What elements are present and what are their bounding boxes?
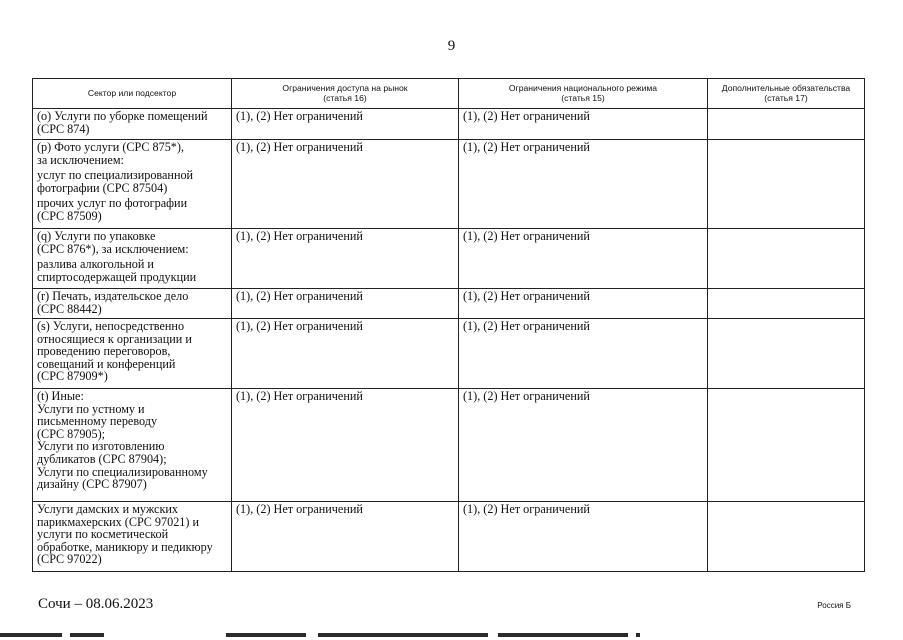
table-body [33, 109, 865, 572]
sector-line: обработке, маникюру и педикюру [37, 539, 213, 554]
sector-line: (CPC 87909*) [37, 369, 108, 384]
additional-commitments-cell [708, 140, 865, 229]
header-line: Ограничения доступа на рынок [282, 82, 408, 93]
sector-cell [33, 289, 232, 319]
sector-line: (r) Печать, издательское дело [37, 289, 189, 303]
sector-cell [33, 109, 232, 140]
sector-line: (s) Услуги, непосредственно [37, 319, 185, 333]
services-schedule-table [32, 78, 865, 572]
sector-line: (CPC 87905); [37, 426, 106, 441]
sector-line: (CPC 87509) [37, 208, 102, 223]
sector-line: парикмахерских (CPC 97021) и [37, 514, 200, 529]
additional-commitments-cell [708, 289, 865, 319]
national-treatment-cell: (1), (2) Нет ограничений [459, 502, 708, 572]
sector-line: относящиеся к организации и [37, 331, 192, 346]
national-treatment-cell: (1), (2) Нет ограничений [459, 319, 708, 389]
header-line: Ограничения национального режима [508, 82, 658, 93]
header-market-access [232, 79, 459, 109]
sector-cell [33, 319, 232, 389]
sector-line: (t) Иные: [37, 389, 84, 403]
additional-commitments-cell [708, 502, 865, 572]
header-line: Дополнительные обязательства [721, 82, 851, 93]
sector-line: спиртосодержащей продукции [37, 269, 197, 284]
sector-line: дизайну (CPC 87907) [37, 477, 147, 492]
national-treatment-cell: (1), (2) Нет ограничений [459, 289, 708, 319]
additional-commitments-cell [708, 109, 865, 140]
sector-line: Услуги по изготовлению [37, 439, 165, 454]
market-access-cell: (1), (2) Нет ограничений [232, 289, 459, 319]
table-row [33, 140, 865, 229]
additional-commitments-cell [708, 229, 865, 289]
sector-cell [33, 502, 232, 572]
table-row [33, 502, 865, 572]
sector-line: (q) Услуги по упаковке [37, 229, 156, 243]
sector-line: (CPC 88442) [37, 301, 102, 316]
additional-commitments-cell [708, 319, 865, 389]
sector-line: прочих услуг по фотографии [37, 196, 188, 211]
market-access-cell: (1), (2) Нет ограничений [232, 229, 459, 289]
header-sector [33, 79, 232, 109]
sector-line: (CPC 874) [37, 121, 90, 136]
sector-line: (CPC 97022) [37, 552, 102, 567]
market-access-cell: (1), (2) Нет ограничений [232, 502, 459, 572]
sector-line: (p) Фото услуги (CPC 875*), [37, 140, 184, 154]
national-treatment-cell: (1), (2) Нет ограничений [459, 389, 708, 502]
sector-line: услуги по косметической [37, 527, 169, 542]
table-row [33, 389, 865, 502]
market-access-cell: (1), (2) Нет ограничений [232, 319, 459, 389]
sector-line: фотографии (CPC 87504) [37, 180, 168, 195]
sector-line: услуг по специализированной [37, 168, 194, 183]
header-additional-commitments [708, 79, 865, 109]
additional-commitments-cell [708, 389, 865, 502]
sector-line: разлива алкогольной и [37, 257, 154, 272]
footer-place-date: Сочи – 08.06.2023 [38, 596, 154, 612]
sector-line: совещаний и конференций [37, 356, 176, 371]
national-treatment-cell: (1), (2) Нет ограничений [459, 229, 708, 289]
header-line: Сектор или подсектор [87, 87, 177, 98]
sector-line: Услуги дамских и мужских [37, 502, 178, 516]
sector-cell [33, 229, 232, 289]
page-number: 9 [447, 38, 456, 54]
table-row [33, 319, 865, 389]
market-access-cell: (1), (2) Нет ограничений [232, 140, 459, 229]
footer-country-label: Россия Б [817, 601, 851, 610]
table-row [33, 109, 865, 140]
table-row [33, 289, 865, 319]
header-national-treatment [459, 79, 708, 109]
sector-line: дубликатов (CPC 87904); [37, 451, 167, 466]
sector-line: Услуги по устному и [37, 401, 145, 416]
market-access-cell: (1), (2) Нет ограничений [232, 109, 459, 140]
sector-line: проведению переговоров, [37, 344, 171, 359]
sector-line: Услуги по специализированному [37, 464, 208, 479]
sector-line: за исключением: [37, 152, 124, 167]
sector-line: (CPC 876*), за исключением: [37, 241, 189, 256]
table-header-row [33, 79, 865, 109]
header-line: (статья 16) [323, 92, 367, 103]
national-treatment-cell: (1), (2) Нет ограничений [459, 140, 708, 229]
sector-line: (o) Услуги по уборке помещений [37, 109, 208, 123]
header-line: (статья 15) [561, 92, 605, 103]
market-access-cell: (1), (2) Нет ограничений [232, 389, 459, 502]
sector-cell [33, 140, 232, 229]
national-treatment-cell: (1), (2) Нет ограничений [459, 109, 708, 140]
sector-cell [33, 389, 232, 502]
scan-edge-artifact [0, 630, 903, 640]
header-line: (статья 17) [764, 92, 808, 103]
sector-line: письменному переводу [37, 414, 158, 429]
table-row [33, 229, 865, 289]
